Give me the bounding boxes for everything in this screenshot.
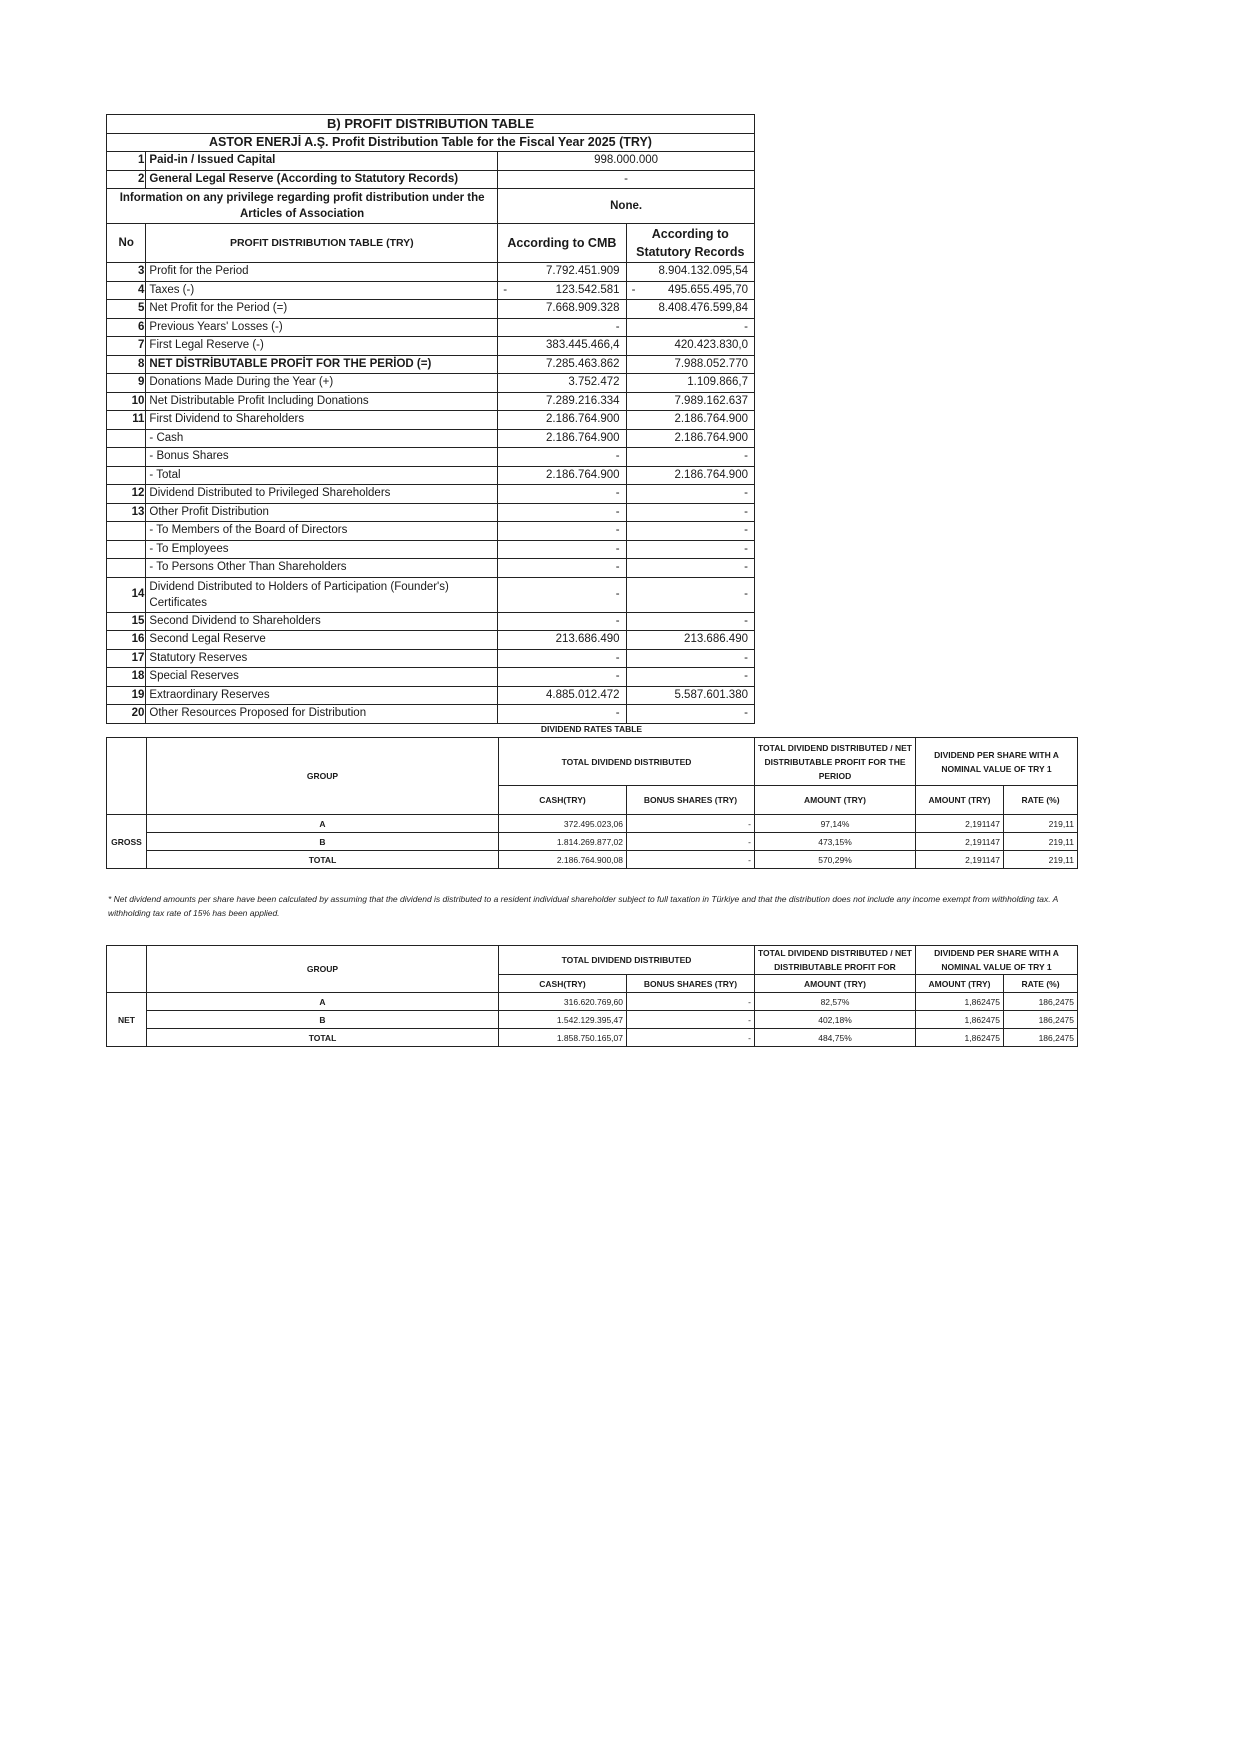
bonus-cell: -	[627, 1011, 755, 1029]
row-number: 6	[107, 318, 146, 337]
rate-cell: 219,11	[1004, 833, 1078, 851]
row-label: First Legal Reserve (-)	[146, 337, 498, 356]
row-number: 14	[107, 577, 146, 612]
value-statutory: -	[626, 668, 754, 687]
privilege-value: None.	[498, 189, 755, 224]
table-row	[107, 355, 755, 374]
value-cmb: 2.186.764.900	[498, 411, 626, 430]
value-cmb	[498, 281, 626, 300]
value-statutory: -	[626, 485, 754, 504]
legal-reserve-label: General Legal Reserve (According to Statutory Records)	[146, 170, 498, 189]
value-cmb: 7.289.216.334	[498, 392, 626, 411]
header-per-share: DIVIDEND PER SHARE WITH A NOMINAL VALUE OF TRY 1	[916, 738, 1078, 786]
table-subtitle: ASTOR ENERJİ A.Ş. Profit Distribution Table for the Fiscal Year 2025 (TRY)	[107, 133, 755, 152]
value-statutory: 8.408.476.599,84	[626, 300, 754, 319]
rate-cell: 186,2475	[1004, 1011, 1078, 1029]
cash-cell: 316.620.769,60	[499, 993, 627, 1011]
value-cmb: -	[498, 559, 626, 578]
table-row	[107, 833, 1078, 851]
table-row	[107, 993, 1078, 1011]
value-cmb: -	[498, 522, 626, 541]
group-cell: B	[147, 1011, 499, 1029]
header-rate: RATE (%)	[1004, 975, 1078, 993]
value-cmb: -	[498, 612, 626, 631]
profit-distribution-table	[106, 114, 755, 724]
header-total-dividend: TOTAL DIVIDEND DISTRIBUTED	[499, 738, 755, 786]
legal-reserve-value: -	[498, 170, 755, 189]
column-header-statutory: According to Statutory Records	[626, 224, 754, 263]
row-label: Dividend Distributed to Holders of Participation (Founder's) Certificates	[146, 577, 498, 612]
row-label: Donations Made During the Year (+)	[146, 374, 498, 393]
amount-cell: 1,862475	[916, 1029, 1004, 1047]
gross-label: GROSS	[107, 815, 147, 869]
privilege-label: Information on any privilege regarding profit distribution under the Articles of Association	[107, 189, 498, 224]
amount-cell: 2,191147	[916, 815, 1004, 833]
row-label: Dividend Distributed to Privileged Shareholders	[146, 485, 498, 504]
table-row	[107, 649, 755, 668]
row-number: 7	[107, 337, 146, 356]
negative-value	[630, 283, 748, 298]
row-number: 17	[107, 649, 146, 668]
ratio-cell: 97,14%	[755, 815, 916, 833]
rate-cell: 219,11	[1004, 815, 1078, 833]
row-number: 18	[107, 668, 146, 687]
amount: 495.655.495,70	[668, 283, 748, 296]
row-label: Taxes (-)	[146, 281, 498, 300]
row-label: Previous Years' Losses (-)	[146, 318, 498, 337]
row-number	[107, 429, 146, 448]
table-row	[107, 577, 755, 612]
header-amount: AMOUNT (TRY)	[755, 786, 916, 815]
row-label: - To Employees	[146, 540, 498, 559]
value-cmb: -	[498, 540, 626, 559]
value-cmb: -	[498, 485, 626, 504]
header-bonus: BONUS SHARES (TRY)	[627, 786, 755, 815]
table-row	[107, 522, 755, 541]
bonus-cell: -	[627, 833, 755, 851]
net-dividend-table	[106, 945, 1078, 1047]
value-cmb: -	[498, 577, 626, 612]
gross-dividend-table	[106, 737, 1078, 869]
value-statutory: 420.423.830,0	[626, 337, 754, 356]
group-cell: A	[147, 815, 499, 833]
row-label: Net Profit for the Period (=)	[146, 300, 498, 319]
value-cmb: -	[498, 503, 626, 522]
row-label: - To Members of the Board of Directors	[146, 522, 498, 541]
value-cmb: -	[498, 668, 626, 687]
table-row	[107, 612, 755, 631]
row-label: NET DİSTRİBUTABLE PROFİT FOR THE PERİOD (=)	[146, 355, 498, 374]
ratio-cell: 570,29%	[755, 851, 916, 869]
value-statutory	[626, 281, 754, 300]
row-number: 19	[107, 686, 146, 705]
row-label: Special Reserves	[146, 668, 498, 687]
row-number: 20	[107, 705, 146, 724]
bonus-cell: -	[627, 851, 755, 869]
header-group: GROUP	[147, 946, 499, 993]
value-cmb: -	[498, 649, 626, 668]
table-row	[107, 851, 1078, 869]
table-row	[107, 559, 755, 578]
table-row	[107, 448, 755, 467]
row-number	[107, 540, 146, 559]
value-statutory: -	[626, 522, 754, 541]
header-amount: AMOUNT (TRY)	[755, 975, 916, 993]
table-row	[107, 374, 755, 393]
value-statutory: 8.904.132.095,54	[626, 263, 754, 282]
value-cmb: 3.752.472	[498, 374, 626, 393]
value-cmb: -	[498, 318, 626, 337]
value-statutory: 7.988.052.770	[626, 355, 754, 374]
row-label: Other Profit Distribution	[146, 503, 498, 522]
cash-cell: 2.186.764.900,08	[499, 851, 627, 869]
row-number: 9	[107, 374, 146, 393]
row-label: Second Legal Reserve	[146, 631, 498, 650]
value-cmb: 2.186.764.900	[498, 466, 626, 485]
row-number	[107, 559, 146, 578]
bonus-cell: -	[627, 993, 755, 1011]
cash-cell: 1.542.129.395,47	[499, 1011, 627, 1029]
table-row	[107, 411, 755, 430]
value-statutory: 2.186.764.900	[626, 411, 754, 430]
value-cmb: 7.668.909.328	[498, 300, 626, 319]
table-row	[107, 318, 755, 337]
group-spacer	[107, 946, 147, 993]
table-row	[107, 668, 755, 687]
amount: 123.542.581	[555, 283, 620, 296]
rate-cell: 219,11	[1004, 851, 1078, 869]
header-cash: CASH(TRY)	[499, 786, 627, 815]
amount-cell: 2,191147	[916, 833, 1004, 851]
header-rate: RATE (%)	[1004, 786, 1078, 815]
table-row	[107, 466, 755, 485]
value-statutory: -	[626, 540, 754, 559]
table-row	[107, 686, 755, 705]
value-cmb: 4.885.012.472	[498, 686, 626, 705]
table-row	[107, 1011, 1078, 1029]
row-label: Profit for the Period	[146, 263, 498, 282]
header-ratio: TOTAL DIVIDEND DISTRIBUTED / NET DISTRIBUTABLE PROFIT FOR THE PERIOD	[755, 738, 916, 786]
row-label: - Total	[146, 466, 498, 485]
capital-label: Paid-in / Issued Capital	[146, 152, 498, 171]
row-number: 1	[107, 152, 146, 171]
header-per-share: DIVIDEND PER SHARE WITH A NOMINAL VALUE OF TRY 1	[916, 946, 1078, 975]
group-cell: B	[147, 833, 499, 851]
value-statutory: -	[626, 448, 754, 467]
row-label: - Bonus Shares	[146, 448, 498, 467]
footnote: * Net dividend amounts per share have been calculated by assuming that the dividend is distributed to a resident individual shareholder subject to full taxation in Türkiye and that the distribution does not include any income exempt from withholding tax. A withholding tax rate of 15% has been applied.	[108, 894, 1059, 918]
row-label: - Cash	[146, 429, 498, 448]
rate-cell: 186,2475	[1004, 1029, 1078, 1047]
bonus-cell: -	[627, 815, 755, 833]
value-statutory: -	[626, 577, 754, 612]
header-group: GROUP	[147, 738, 499, 815]
table-row	[107, 485, 755, 504]
cash-cell: 1.858.750.165,07	[499, 1029, 627, 1047]
column-header-cmb: According to CMB	[498, 224, 626, 263]
value-cmb: -	[498, 448, 626, 467]
row-label: Net Distributable Profit Including Donations	[146, 392, 498, 411]
minus-sign: -	[631, 283, 636, 296]
dividend-rates-title: DIVIDEND RATES TABLE	[540, 724, 643, 734]
ratio-cell: 402,18%	[755, 1011, 916, 1029]
rate-cell: 186,2475	[1004, 993, 1078, 1011]
table-title: B) PROFIT DISTRIBUTION TABLE	[107, 115, 755, 134]
row-number	[107, 522, 146, 541]
value-statutory: 213.686.490	[626, 631, 754, 650]
header-total-dividend: TOTAL DIVIDEND DISTRIBUTED	[499, 946, 755, 975]
cash-cell: 372.495.023,06	[499, 815, 627, 833]
value-cmb: 213.686.490	[498, 631, 626, 650]
row-number: 15	[107, 612, 146, 631]
column-header-item: PROFIT DISTRIBUTION TABLE (TRY)	[146, 224, 498, 263]
ratio-cell: 484,75%	[755, 1029, 916, 1047]
header-amount-per-share: AMOUNT (TRY)	[916, 975, 1004, 993]
group-cell: A	[147, 993, 499, 1011]
row-number: 11	[107, 411, 146, 430]
value-cmb: 7.792.451.909	[498, 263, 626, 282]
negative-value	[501, 283, 619, 298]
row-number: 8	[107, 355, 146, 374]
value-cmb: 383.445.466,4	[498, 337, 626, 356]
value-cmb: 7.285.463.862	[498, 355, 626, 374]
table-row	[107, 392, 755, 411]
value-statutory: 2.186.764.900	[626, 429, 754, 448]
value-statutory: -	[626, 503, 754, 522]
row-label: - To Persons Other Than Shareholders	[146, 559, 498, 578]
value-cmb: 2.186.764.900	[498, 429, 626, 448]
row-number: 13	[107, 503, 146, 522]
value-statutory: 7.989.162.637	[626, 392, 754, 411]
value-statutory: 1.109.866,7	[626, 374, 754, 393]
capital-value: 998.000.000	[498, 152, 755, 171]
row-number: 3	[107, 263, 146, 282]
amount-cell: 1,862475	[916, 1011, 1004, 1029]
row-label: First Dividend to Shareholders	[146, 411, 498, 430]
amount-cell: 1,862475	[916, 993, 1004, 1011]
row-number: 12	[107, 485, 146, 504]
ratio-cell: 473,15%	[755, 833, 916, 851]
group-cell: TOTAL	[147, 1029, 499, 1047]
header-ratio: TOTAL DIVIDEND DISTRIBUTED / NET DISTRIBUTABLE PROFIT FOR	[755, 946, 916, 975]
ratio-cell: 82,57%	[755, 993, 916, 1011]
value-cmb: -	[498, 705, 626, 724]
table-row	[107, 1029, 1078, 1047]
header-bonus: BONUS SHARES (TRY)	[627, 975, 755, 993]
table-row	[107, 300, 755, 319]
table-row	[107, 815, 1078, 833]
row-number: 16	[107, 631, 146, 650]
table-row	[107, 705, 755, 724]
net-label: NET	[107, 993, 147, 1047]
row-number: 10	[107, 392, 146, 411]
table-row	[107, 337, 755, 356]
row-label: Second Dividend to Shareholders	[146, 612, 498, 631]
value-statutory: 5.587.601.380	[626, 686, 754, 705]
row-label: Other Resources Proposed for Distribution	[146, 705, 498, 724]
value-statutory: 2.186.764.900	[626, 466, 754, 485]
value-statutory: -	[626, 318, 754, 337]
row-number: 4	[107, 281, 146, 300]
cash-cell: 1.814.269.877,02	[499, 833, 627, 851]
amount-cell: 2,191147	[916, 851, 1004, 869]
table-row	[107, 263, 755, 282]
header-amount-per-share: AMOUNT (TRY)	[916, 786, 1004, 815]
group-cell: TOTAL	[147, 851, 499, 869]
table-row	[107, 503, 755, 522]
row-number: 2	[107, 170, 146, 189]
value-statutory: -	[626, 559, 754, 578]
row-label: Extraordinary Reserves	[146, 686, 498, 705]
header-cash: CASH(TRY)	[499, 975, 627, 993]
value-statutory: -	[626, 705, 754, 724]
column-header-no: No	[107, 224, 146, 263]
row-number: 5	[107, 300, 146, 319]
value-statutory: -	[626, 649, 754, 668]
bonus-cell: -	[627, 1029, 755, 1047]
table-row	[107, 281, 755, 300]
minus-sign: -	[503, 283, 508, 296]
row-label: Statutory Reserves	[146, 649, 498, 668]
table-row	[107, 429, 755, 448]
table-row	[107, 540, 755, 559]
value-statutory: -	[626, 612, 754, 631]
table-row	[107, 631, 755, 650]
group-spacer	[107, 738, 147, 815]
row-number	[107, 448, 146, 467]
row-number	[107, 466, 146, 485]
